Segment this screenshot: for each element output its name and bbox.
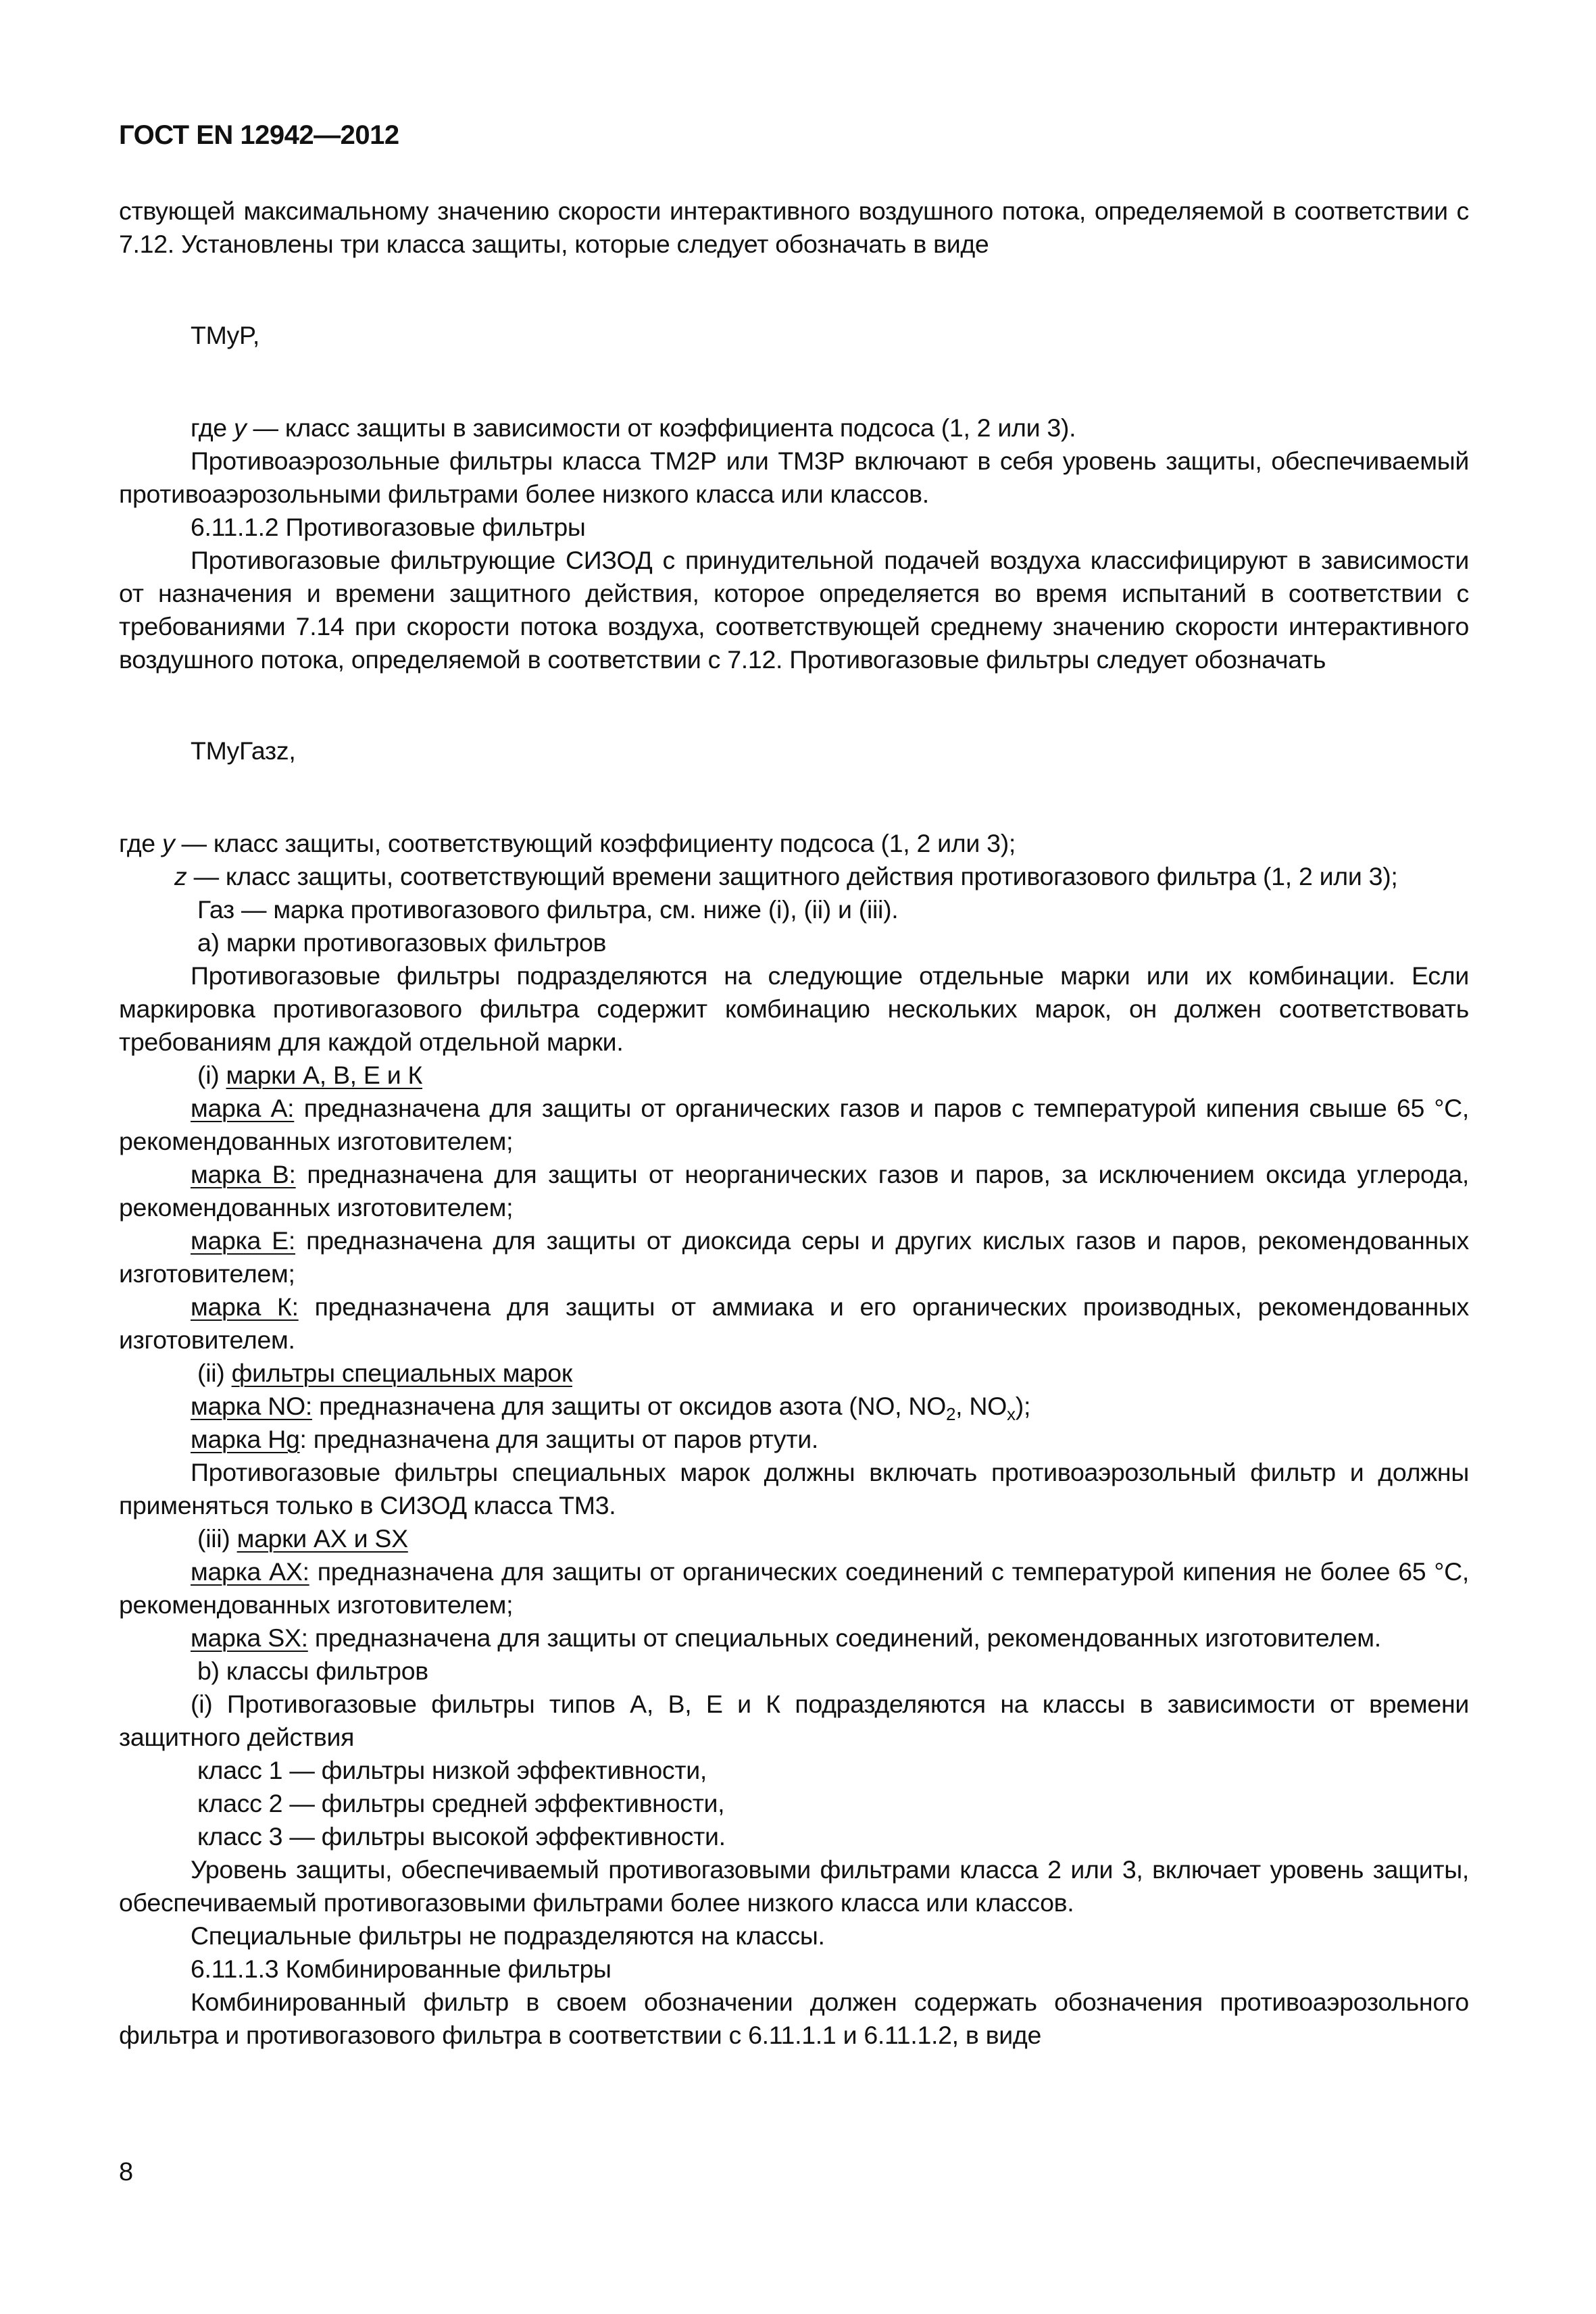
list-item: b) классы фильтров [197,1657,428,1685]
document-header: ГОСТ EN 12942—2012 [119,120,399,150]
mark-label: марка АХ: [191,1557,309,1586]
mark-text: предназначена для защиты от аммиака и его органических производных, рекомендованных изготовителем. [119,1292,1469,1354]
mark-text: предназначена для защиты от оксидов азота (NO, NO [311,1392,946,1420]
where-clause [119,860,1469,893]
mark-text: ); [1015,1392,1031,1420]
mark-label: марка Hg [191,1425,300,1453]
formula-text: ТМyГазz, [191,736,296,765]
paragraph: Противогазовые фильтры специальных марок должны включать противоаэрозольный фильтр и должны применяться только в СИЗОД класса ТМ3. [119,1458,1469,1519]
document-body [119,195,1469,2052]
variable-z: z [174,862,187,890]
mark-text: предназначена для защиты от неорганических газов и паров, за исключением оксида углерода, рекомендованных изготовителем; [119,1160,1469,1222]
class-item: класс 1 — фильтры низкой эффективности, [197,1756,707,1784]
paragraph: ствующей максимальному значению скорости интерактивного воздушного потока, определяемой в соответствии с 7.12. Установлены три класса защиты, которые следует обозначать в виде [119,197,1469,258]
mark-definition [119,1423,1469,1456]
list-item [119,1357,1469,1390]
section-heading: 6.11.1.2 Противогазовые фильтры [191,513,586,541]
mark-text: предназначена для защиты от диоксида серы и других кислых газов и паров, рекомендованных изготовителем; [119,1226,1469,1288]
paragraph: (i) Противогазовые фильтры типов А, В, Е и К подразделяются на классы в зависимости от времени защитного действия [119,1690,1469,1751]
paragraph: Уровень защиты, обеспечиваемый противогазовыми фильтрами класса 2 или 3, включает уровень защиты, обеспечиваемый противогазовыми фильтрами более низкого класса или классов. [119,1855,1469,1917]
list-title: марки А, В, Е и К [226,1061,423,1089]
mark-text: , NO [955,1392,1007,1420]
mark-label: марка NO: [191,1392,312,1420]
subscript: x [1007,1404,1016,1424]
list-item: а) марки противогазовых фильтров [197,928,607,957]
list-item [119,1522,1469,1555]
list-title: фильтры специальных марок [231,1359,572,1387]
paragraph: Специальные фильтры не подразделяются на классы. [191,1921,825,1950]
paragraph: Противогазовые фильтры подразделяются на следующие отдельные марки или их комбинации. Если маркировка противогазового фильтра содержит комбинацию нескольких марок, он должен соответствовать требованиям для каждой отдельной марки. [119,961,1469,1056]
formula-text: ТМyP, [191,321,259,349]
mark-label: марка SX: [191,1624,308,1652]
list-item [119,1059,1469,1092]
class-item: класс 2 — фильтры средней эффективности, [197,1789,725,1817]
mark-definition [119,1092,1469,1158]
mark-label: марка А: [191,1094,295,1122]
paragraph: Противогазовые фильтрующие СИЗОД с принудительной подачей воздуха классифицируют в зависимости от назначения и времени защитного действия, которое определяется во время испытаний в соответствии с требованиями 7.14 при скорости потока воздуха, соответствующей среднему значению скорости интерактивного воздушного потока, определяемой в соответствии с 7.12. Противогазовые фильтры следует обозначать [119,546,1469,674]
mark-definition [119,1158,1469,1224]
section-heading: 6.11.1.3 Комбинированные фильтры [191,1955,612,1983]
list-title: марки АХ и SX [236,1524,408,1553]
where-definition: — класс защиты в зависимости от коэффициента подсоса (1, 2 или 3). [246,413,1076,442]
where-definition: — класс защиты, соответствующий коэффициенту подсоса (1, 2 или 3); [174,829,1016,857]
list-marker: (iii) [197,1524,237,1553]
subscript: 2 [945,1404,956,1424]
mark-definition [119,1555,1469,1621]
mark-definition [119,1621,1469,1655]
mark-definition [119,1290,1469,1357]
where-clause [119,827,1469,860]
mark-label: марка К: [191,1292,299,1321]
mark-label: марка Е: [191,1226,295,1255]
where-clause [119,411,1469,445]
list-marker: (ii) [197,1359,232,1387]
mark-definition [119,1390,1469,1423]
formula-tmygasz [119,734,1469,768]
page-number: 8 [119,2158,134,2186]
where-label: где [119,829,162,857]
mark-text: предназначена для защиты от органических газов и паров с температурой кипения свыше 65 °С, рекомендованных изготовителем; [119,1094,1469,1155]
list-marker: (i) [197,1061,226,1089]
mark-label: марка В: [191,1160,296,1188]
mark-text: предназначена для защиты от органических соединений с температурой кипения не более 65 °С, рекомендованных изготовителем; [119,1557,1469,1619]
formula-tmyp [119,319,1469,352]
paragraph: Комбинированный фильтр в своем обозначении должен содержать обозначения противоаэрозольного фильтра и противогазового фильтра в соответствии с 6.11.1.1 и 6.11.1.2, в виде [119,1988,1469,2049]
paragraph: Противоаэрозольные фильтры класса ТМ2Р или ТМ3Р включают в себя уровень защиты, обеспечиваемый противоаэрозольными фильтрами более низкого класса или классов. [119,447,1469,508]
where-label: где [191,413,234,442]
variable-y: y [233,413,247,442]
variable-y: y [161,829,175,857]
class-item: класс 3 — фильтры высокой эффективности. [197,1822,726,1851]
mark-text: предназначена для защиты от специальных соединений, рекомендованных изготовителем. [307,1624,1381,1652]
where-clause: Газ — марка противогазового фильтра, см. ниже (i), (ii) и (iii). [197,895,899,924]
mark-definition [119,1224,1469,1290]
where-definition: — класс защиты, соответствующий времени защитного действия противогазового фильтра (1, 2 или 3); [186,862,1398,890]
mark-text: : предназначена для защиты от паров ртути. [299,1425,818,1453]
